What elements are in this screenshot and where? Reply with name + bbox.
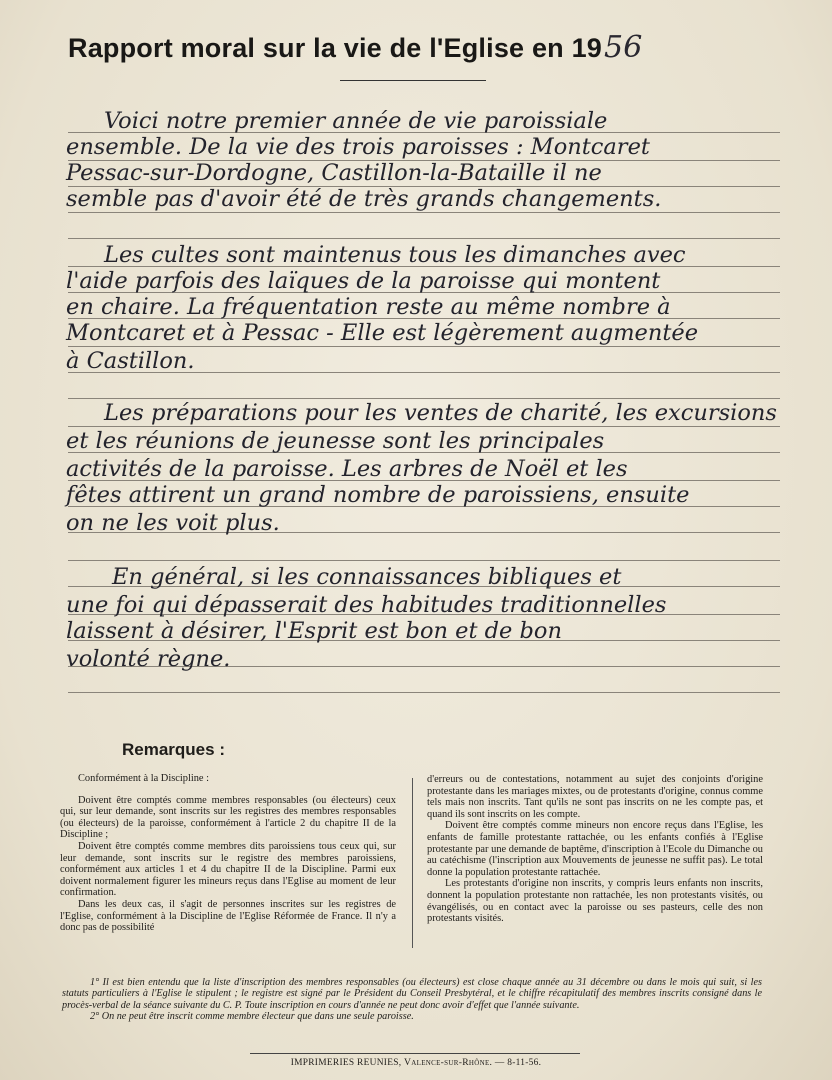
handwritten-line: on ne les voit plus. [66, 510, 280, 536]
ruled-line [68, 238, 780, 239]
handwritten-line: Pessac-sur-Dordogne, Castillon-la-Bataille il ne [66, 160, 602, 186]
handwritten-line: fêtes attirent un grand nombre de paroissiens, ensuite [66, 482, 690, 508]
handwritten-line: semble pas d'avoir été de très grands changements. [66, 186, 662, 212]
footnotes [62, 977, 762, 1022]
handwritten-line: Les préparations pour les ventes de charité, les excursions [104, 400, 777, 426]
column-divider [412, 778, 413, 948]
printer-footer [0, 1057, 832, 1068]
print-code: — 8-11-56. [494, 1058, 542, 1068]
handwritten-line: En général, si les connaissances bibliques et [112, 564, 622, 590]
remarks-heading: Remarques : [122, 740, 225, 759]
ruled-line [68, 398, 780, 399]
footnote: 1° Il est bien entendu que la liste d'inscription des membres responsables (ou électeurs) est close chaque année au 31 décembre ou dans le mois qui suit, si les statuts particuliers à l'Eglise le stipulent ; le registre est signé par le Président du Conseil Presbytéral, et le chiffre récapitulatif des membres inscrits consigné dans le procès-verbal de la séance suivante du C. P. Toute inscription en cours d'année ne peut donc avoir d'effet que l'année suivante. [62, 977, 762, 1011]
printer-name: IMPRIMERIES REUNIES, [290, 1058, 402, 1068]
ruled-line [68, 692, 780, 693]
title-text: Rapport moral sur la vie de l'Eglise en 19 [68, 33, 603, 63]
handwritten-line: une foi qui dépasserait des habitudes traditionnelles [66, 592, 667, 618]
remarks-paragraph: Conformément à la Discipline : [78, 773, 210, 784]
remarks-left-column [60, 773, 396, 934]
handwritten-line: activités de la paroisse. Les arbres de Noël et les [66, 456, 628, 482]
handwritten-year: 56 [604, 30, 643, 65]
handwritten-line: Les cultes sont maintenus tous les dimanches avec [104, 242, 686, 268]
ruled-line [68, 212, 780, 213]
remarks-paragraph: d'erreurs ou de contestations, notamment au sujet des conjoints d'origine protestante dans les mariages mixtes, ou de protestants d'origine, connus comme tels mais non inscrits. Tant qu'ils ne sont pas inscrits on ne les compte pas, et quand ils sont inscrits on les compte. [427, 774, 763, 820]
remarks-paragraph: Doivent être comptés comme membres dits paroissiens tous ceux qui, sur leur demande, sont inscrits sur le registre des membres paroissiens, conformément aux articles 1 et 4 du chapitre II de la Discipline. Parmi eux doivent normalement figurer les mineurs reçus dans l'Eglise au moment de leur confirmation. [60, 840, 396, 899]
handwritten-line: et les réunions de jeunesse sont les principales [66, 428, 605, 454]
handwritten-line: ensemble. De la vie des trois paroisses : Montcaret [66, 134, 650, 160]
ruled-line [68, 560, 780, 561]
handwritten-line: Montcaret et à Pessac - Elle est légèrement augmentée [66, 320, 699, 346]
remarks-right-column [427, 774, 763, 925]
ruled-line [68, 346, 780, 347]
printer-city: Valence-sur-Rhône. [404, 1057, 493, 1068]
handwritten-line: en chaire. La fréquentation reste au même nombre à [66, 294, 671, 320]
remarks-paragraph: Doivent être comptés comme membres responsables (ou électeurs) ceux qui, sur leur demande, sont inscrits sur les registres des membres responsables (ou électeurs) de la paroisse, conformément à l'article 2 du chapitre II de la Discipline ; [60, 794, 396, 841]
handwritten-line: laissent à désirer, l'Esprit est bon et de bon [66, 618, 562, 644]
ruled-line [68, 426, 780, 427]
handwritten-line: à Castillon. [66, 348, 195, 374]
remarks-paragraph: Dans les deux cas, il s'agit de personnes inscrites sur les registres de l'Eglise, conformément à la Discipline de l'Eglise Réformée de France. Il n'y a donc pas de possibilité [60, 898, 396, 934]
handwritten-line: Voici notre premier année de vie paroissiale [104, 108, 608, 134]
handwritten-line: volonté règne. [66, 646, 231, 672]
footer-rule [250, 1053, 580, 1054]
footnote: 2° On ne peut être inscrit comme membre électeur que dans une seule paroisse. [90, 1010, 414, 1022]
remarks-paragraph: Les protestants d'origine non inscrits, y compris leurs enfants non inscrits, donnent la population protestante non rattachée, les non protestants visités, ou évangélisés, ou en contact avec la paroisse ou ses pasteurs, celle des non protestants visités. [427, 878, 763, 925]
remarks-paragraph: Doivent être comptés comme mineurs non encore reçus dans l'Eglise, les enfants de famille protestante rattachée, ou les enfants confiés à l'Eglise protestante par une demande de baptême, d'inscription à l'Ecole du Dimanche ou au catéchisme (l'inscription aux Mouvements de jeunesse ne suffit pas). Le total donne la population protestante rattachée. [427, 820, 763, 878]
handwritten-line: l'aide parfois des laïques de la paroisse qui montent [66, 268, 661, 294]
